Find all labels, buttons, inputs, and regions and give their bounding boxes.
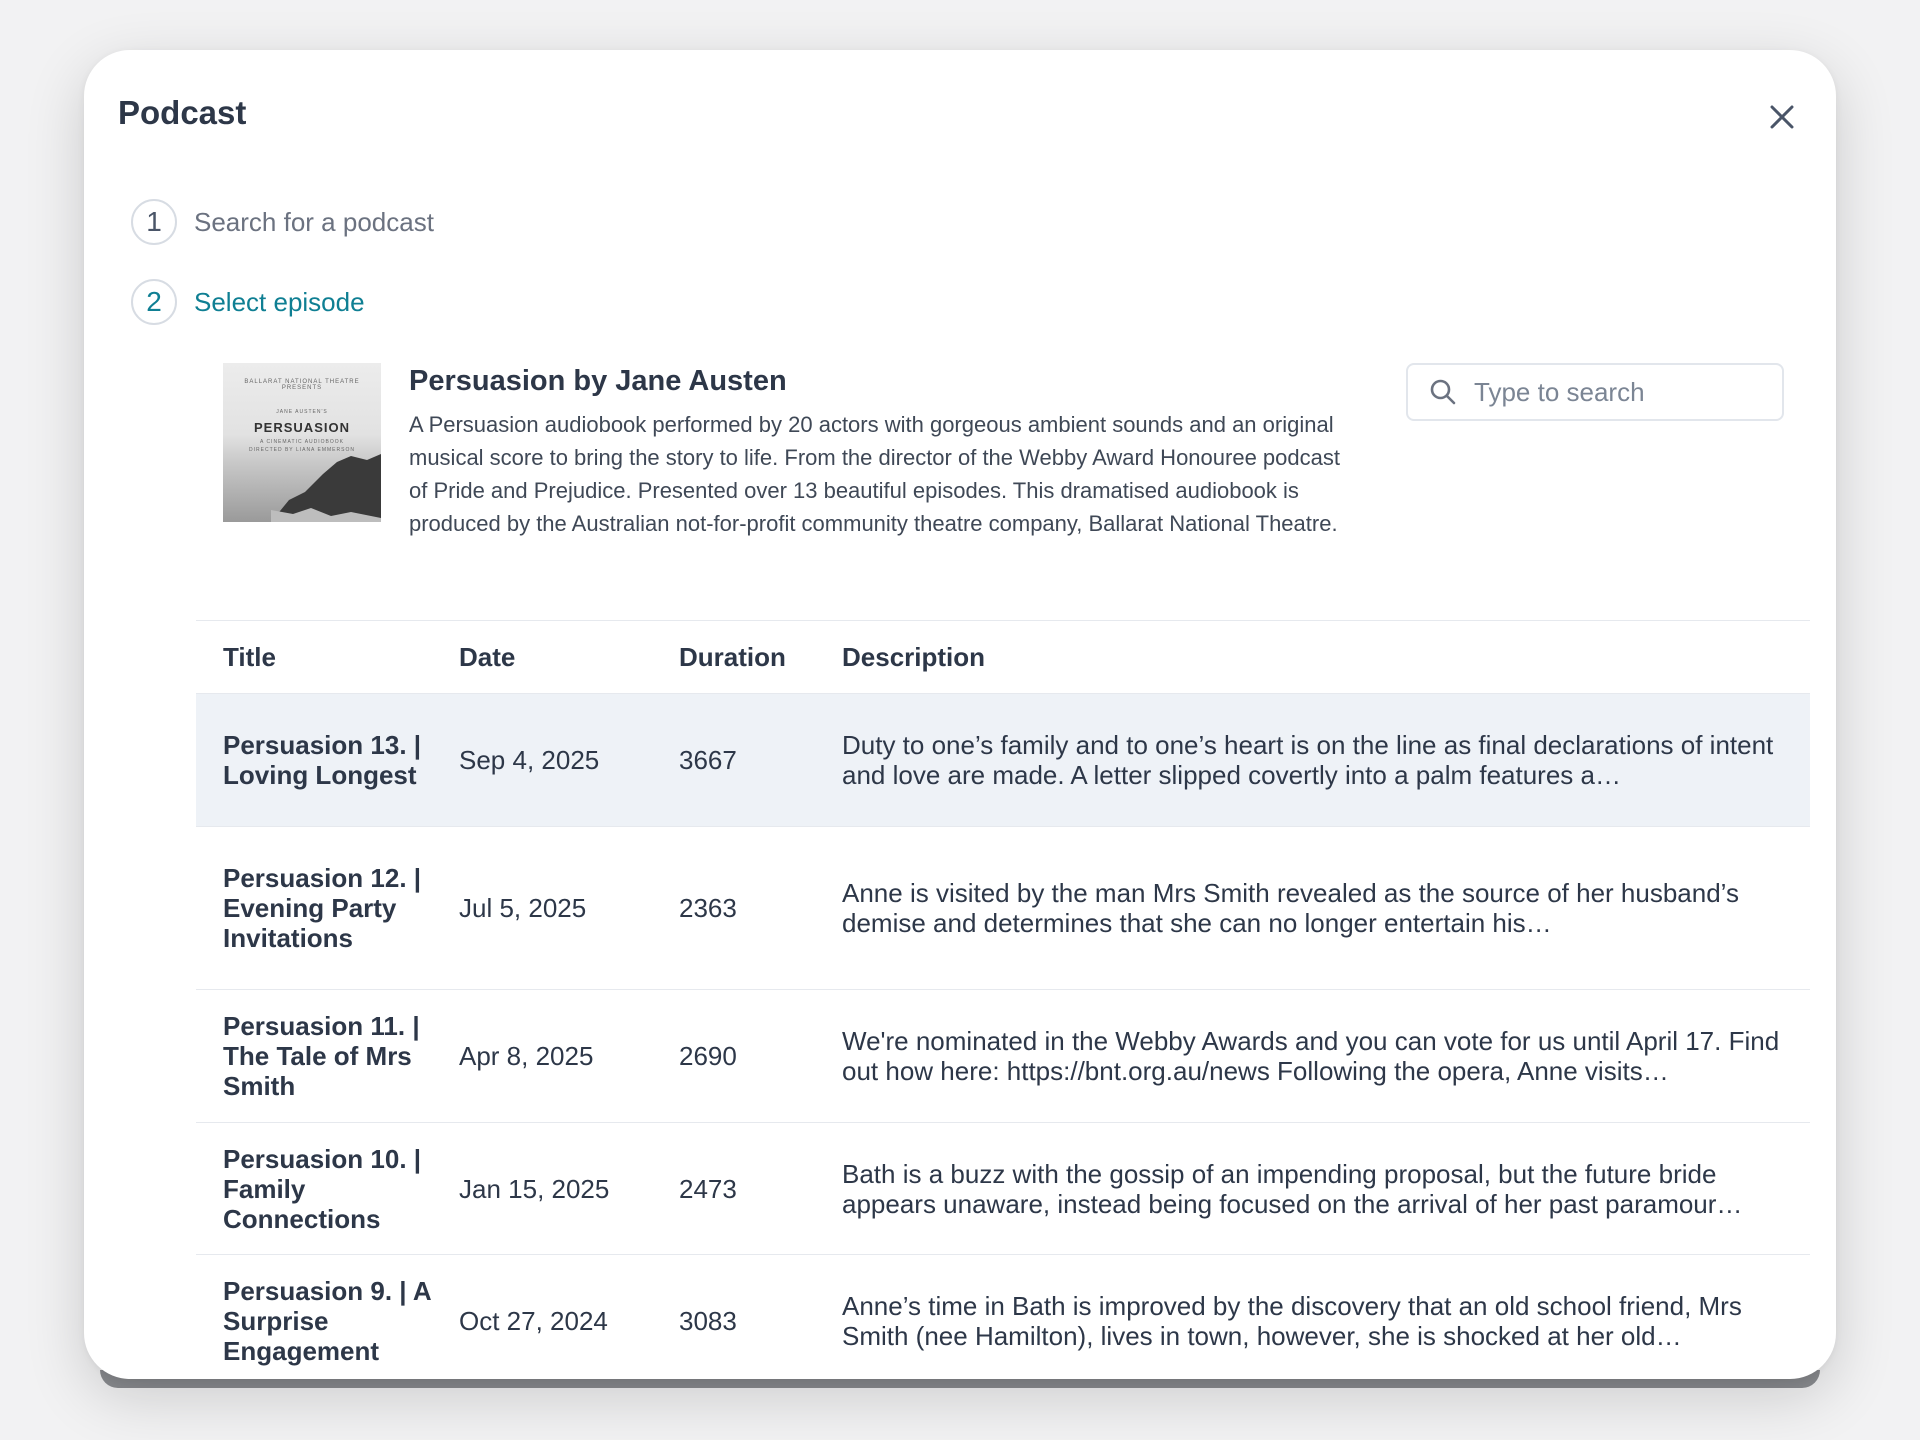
step-search-podcast[interactable] <box>131 199 434 245</box>
column-header-title[interactable]: Title <box>196 621 432 694</box>
podcast-description: A Persuasion audiobook performed by 20 actors with gorgeous ambient sounds and an original musical score to bring the story to life. From the director of the Webby Award Honouree podcast of Pride and Prejudice. Presented over 13 beautiful episodes. This dramatised audiobook is produced by the Australian not-for-profit community theatre company, Ballarat National Theatre. <box>409 412 1340 536</box>
episode-title: Persuasion 10. | Family Connections <box>196 1123 432 1255</box>
cover-sub-line-1: A CINEMATIC AUDIOBOOK <box>260 439 344 445</box>
episode-row[interactable] <box>196 827 1810 990</box>
episode-title: Persuasion 9. | A Surprise Engagement <box>196 1255 432 1380</box>
podcast-name: Persuasion by Jane Austen <box>409 365 787 397</box>
episode-duration: 3083 <box>652 1255 815 1380</box>
episode-duration: 2690 <box>652 990 815 1123</box>
episode-row[interactable] <box>196 990 1810 1123</box>
episode-description <box>815 990 1810 1123</box>
episode-date: Jan 15, 2025 <box>432 1123 652 1255</box>
episode-description <box>815 1123 1810 1255</box>
step-number: 1 <box>131 199 177 245</box>
step-label: Search for a podcast <box>194 206 434 237</box>
episode-row[interactable] <box>196 1123 1810 1255</box>
episode-date: Apr 8, 2025 <box>432 990 652 1123</box>
episode-description <box>815 827 1810 990</box>
close-button[interactable] <box>1760 95 1804 139</box>
episode-description <box>815 1255 1810 1380</box>
episode-duration: 3667 <box>652 694 815 827</box>
cover-title: PERSUASION <box>254 420 350 435</box>
episode-description-text: Bath is a buzz with the gossip of an impending proposal, but the future bride appears unaware, instead being focused on the arrival of her past paramour… <box>842 1158 1743 1219</box>
cover-author-line: JANE AUSTEN'S <box>276 409 328 415</box>
episode-description-text: Anne’s time in Bath is improved by the discovery that an old school friend, Mrs Smith (nee Hamilton), lives in town, however, she is shocked at her old… <box>842 1290 1742 1351</box>
episode-description <box>815 694 1810 827</box>
episode-title: Persuasion 11. | The Tale of Mrs Smith <box>196 990 432 1123</box>
episode-date: Jul 5, 2025 <box>432 827 652 990</box>
episode-description-text: We're nominated in the Webby Awards and you can vote for us until April 17. Find out how here: https://bnt.org.au/news Following the opera, Anne visits… <box>842 1026 1780 1086</box>
episode-description-text: Anne is visited by the man Mrs Smith revealed as the source of her husband’s demise and determines that she can no longer entertain his… <box>842 878 1739 938</box>
episode-search-box[interactable] <box>1406 363 1784 421</box>
episodes-table <box>196 620 1810 1379</box>
close-icon <box>1768 103 1796 131</box>
episode-date: Oct 27, 2024 <box>432 1255 652 1380</box>
episode-title: Persuasion 13. | Loving Longest <box>196 694 432 827</box>
step-select-episode[interactable] <box>131 279 365 325</box>
episode-date: Sep 4, 2025 <box>432 694 652 827</box>
column-header-description[interactable]: Description <box>815 621 1810 694</box>
step-number: 2 <box>131 279 177 325</box>
column-header-date[interactable]: Date <box>432 621 652 694</box>
podcast-cover-image <box>223 363 381 522</box>
episode-duration: 2473 <box>652 1123 815 1255</box>
cover-top-line: BALLARAT NATIONAL THEATRE PRESENTS <box>244 379 360 391</box>
table-header-row <box>196 621 1810 694</box>
search-input[interactable] <box>1472 376 1766 409</box>
episode-row[interactable] <box>196 1255 1810 1380</box>
cover-rock-illustration <box>271 452 381 522</box>
modal-title: Podcast <box>118 94 247 131</box>
episode-row[interactable] <box>196 694 1810 827</box>
episode-title: Persuasion 12. | Evening Party Invitations <box>196 827 432 990</box>
column-header-duration[interactable]: Duration <box>652 621 815 694</box>
step-label: Select episode <box>194 286 365 317</box>
search-icon <box>1428 377 1458 407</box>
podcast-modal <box>84 50 1836 1379</box>
episode-description-text: Duty to one’s family and to one’s heart is on the line as final declarations of intent and love are made. A letter slipped covertly into a palm features a… <box>842 730 1774 790</box>
cover-sub-line-2: DIRECTED BY LIANA EMMERSON <box>249 447 355 453</box>
episode-duration: 2363 <box>652 827 815 990</box>
